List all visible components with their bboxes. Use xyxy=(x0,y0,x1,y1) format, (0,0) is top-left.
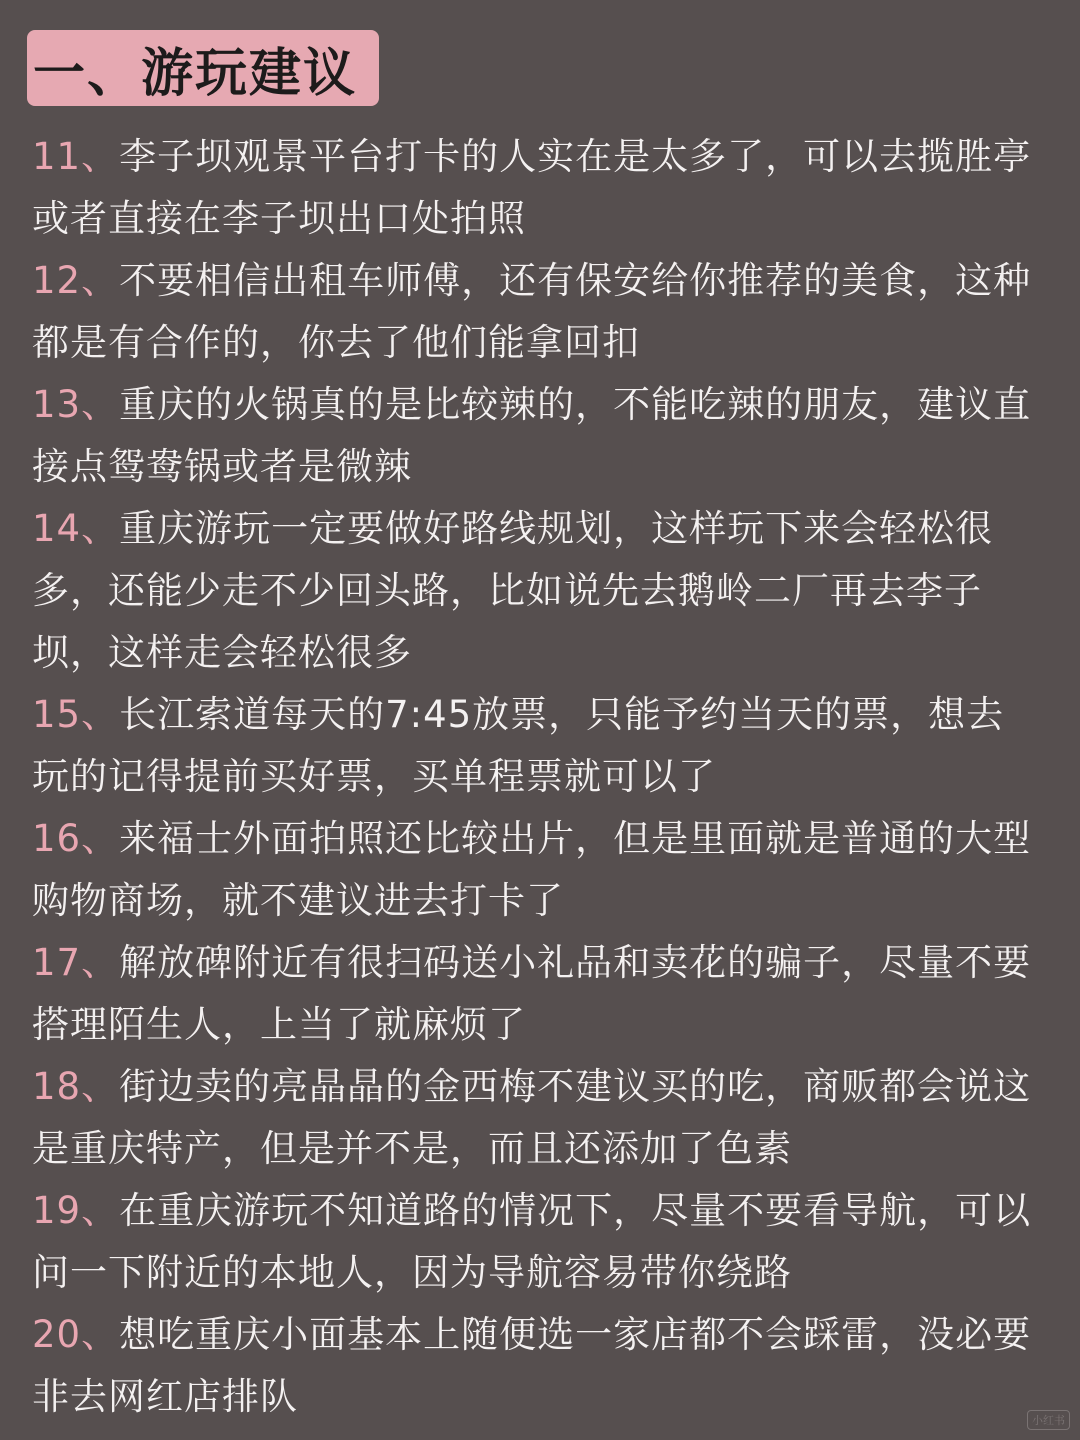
tip-text: 不要相信出租车师傅，还有保安给你推荐的美食，这种都是有合作的，你去了他们能拿回扣 xyxy=(32,259,1032,364)
tip-number: 11、 xyxy=(32,135,120,178)
tip-number: 13、 xyxy=(32,383,120,426)
tip-item xyxy=(32,1180,1042,1304)
tip-text: 想吃重庆小面基本上随便选一家店都不会踩雷，没必要非去网红店排队 xyxy=(32,1313,1032,1418)
tip-item xyxy=(32,684,1042,808)
watermark-logo: 小红书 xyxy=(1027,1410,1070,1430)
tip-item xyxy=(32,1304,1042,1428)
tip-text: 长江索道每天的7:45放票，只能予约当天的票，想去玩的记得提前买好票，买单程票就可以了 xyxy=(32,693,1005,798)
tip-item xyxy=(32,250,1042,374)
section-title: 一、游玩建议 xyxy=(33,43,358,104)
tip-number: 19、 xyxy=(32,1189,120,1232)
tip-text: 在重庆游玩不知道路的情况下，尽量不要看导航，可以问一下附近的本地人，因为导航容易带你绕路 xyxy=(32,1189,1032,1294)
tip-number: 17、 xyxy=(32,941,120,984)
tip-number: 15、 xyxy=(32,693,120,736)
tip-text: 解放碑附近有很扫码送小礼品和卖花的骗子，尽量不要搭理陌生人，上当了就麻烦了 xyxy=(32,941,1032,1046)
tip-item xyxy=(32,808,1042,932)
tip-text: 来福士外面拍照还比较出片，但是里面就是普通的大型购物商场，就不建议进去打卡了 xyxy=(32,817,1032,922)
tip-item xyxy=(32,932,1042,1056)
tip-item xyxy=(32,1056,1042,1180)
tip-number: 20、 xyxy=(32,1313,120,1356)
tip-text: 重庆游玩一定要做好路线规划，这样玩下来会轻松很多，还能少走不少回头路，比如说先去鹅岭二厂再去李子坝，这样走会轻松很多 xyxy=(32,507,994,674)
tip-number: 16、 xyxy=(32,817,120,860)
tip-item xyxy=(32,498,1042,684)
tip-number: 12、 xyxy=(32,259,120,302)
section-title-box xyxy=(27,30,379,106)
tip-item xyxy=(32,126,1042,250)
tip-text: 李子坝观景平台打卡的人实在是太多了，可以去揽胜亭或者直接在李子坝出口处拍照 xyxy=(32,135,1032,240)
tip-text: 重庆的火锅真的是比较辣的，不能吃辣的朋友，建议直接点鸳鸯锅或者是微辣 xyxy=(32,383,1032,488)
tips-list xyxy=(32,126,1042,1428)
tip-number: 18、 xyxy=(32,1065,120,1108)
tip-number: 14、 xyxy=(32,507,120,550)
tip-text: 街边卖的亮晶晶的金西梅不建议买的吃，商贩都会说这是重庆特产，但是并不是，而且还添加了色素 xyxy=(32,1065,1032,1170)
tip-item xyxy=(32,374,1042,498)
